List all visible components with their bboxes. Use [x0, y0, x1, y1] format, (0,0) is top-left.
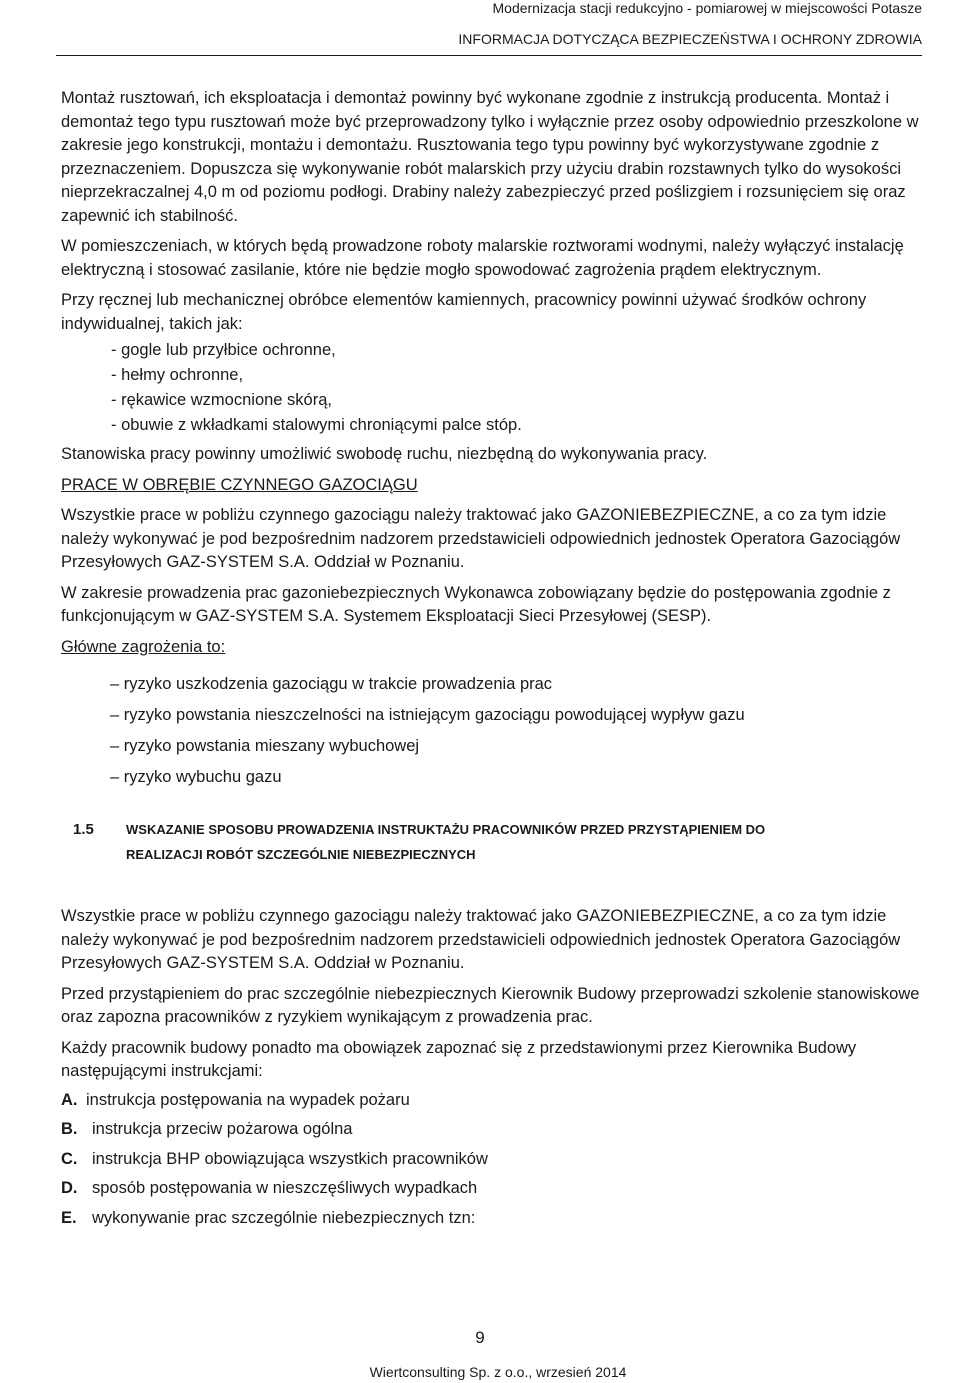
- section-title-line2: REALIZACJI ROBÓT SZCZEGÓLNIE NIEBEZPIECZNYCH: [126, 847, 476, 862]
- footer-text: Wiertconsulting Sp. z o.o., wrzesień 2014: [369, 1364, 627, 1380]
- list-text: instrukcja postępowania na wypadek pożaru: [86, 1090, 410, 1109]
- section-heading: [61, 817, 922, 867]
- list-item: – ryzyko uszkodzenia gazociągu w trakcie prowadzenia prac: [110, 675, 553, 693]
- page-content: [61, 87, 922, 1233]
- list-text: sposób postępowania w nieszczęśliwych wypadkach: [92, 1179, 478, 1197]
- list-letter: E.: [61, 1208, 77, 1227]
- paragraph-scaffolding: Montaż rusztowań, ich eksploatacja i demontaż powinny być wykonane zgodnie z instrukcją producenta. Montaż i demontaż tego typu rusztowań może być przeprowadzony tylko i wyłącznie przez osoby odpowiednio przeszkolone w zakresie jego konstrukcji, montażu i demontażu. Rusztowania tego typu powinny być wykorzystywane zgodnie z przeznaczeniem. Dopuszcza się wykonywanie robót malarskich przy użyciu drabin rozstawnych tylko do wysokości nieprzekraczalnej 4,0 m od poziomu podłogi. Drabiny należy zabezpieczyć przed poślizgiem i rozsunięciem się oraz zapewnić ich stabilność.: [61, 89, 919, 225]
- paragraph-painting-electric: W pomieszczeniach, w których będą prowadzone roboty malarskie roztworami wodnymi, należy wyłączyć instalację elektryczną i stosować zasilanie, które nie będzie mogło spowodować zagrożenia prądem elektrycznym.: [61, 237, 904, 279]
- list-letter: A.: [61, 1090, 78, 1109]
- gas-pipeline-heading: PRACE W OBRĘBIE CZYNNEGO GAZOCIĄGU: [61, 475, 418, 494]
- list-letter: B.: [61, 1120, 78, 1138]
- list-item: [61, 1115, 922, 1145]
- list-letter: D.: [61, 1179, 78, 1197]
- paragraph-stone-processing: Przy ręcznej lub mechanicznej obróbce elementów kamiennych, pracownicy powinni używać środków ochrony indywidualnej, takich jak:: [61, 291, 867, 333]
- paragraph-instructions-intro: Każdy pracownik budowy ponadto ma obowiązek zapoznać się z przedstawionymi przez Kierownika Budowy następującymi instrukcjami:: [61, 1038, 857, 1080]
- paragraph-sesp: W zakresie prowadzenia prac gazoniebezpiecznych Wykonawca zobowiązany będzie do postępowania zgodnie z funkcjonującym w GAZ-SYSTEM S.A. Systemem Eksploatacji Sieci Przesyłowej (SESP).: [61, 583, 891, 625]
- list-item: [61, 1174, 922, 1204]
- list-item: - gogle lub przyłbice ochronne,: [111, 341, 336, 359]
- list-item: [61, 1145, 922, 1175]
- paragraph-workstations: Stanowiska pracy powinny umożliwić swobodę ruchu, niezbędną do wykonywania pracy.: [61, 445, 708, 463]
- list-letter: C.: [61, 1149, 78, 1168]
- list-item: – ryzyko powstania mieszany wybuchowej: [110, 737, 420, 755]
- section-number: 1.5: [73, 821, 94, 838]
- list-item: – ryzyko wybuchu gazu: [110, 768, 282, 786]
- list-item: - rękawice wzmocnione skórą,: [111, 391, 332, 409]
- paragraph-gas-works: Wszystkie prace w pobliżu czynnego gazociągu należy traktować jako GAZONIEBEZPIECZNE, a co za tym idzie należy wykonywać je pod bezpośrednim nadzorem przedstawicieli odpowiednich jednostek Operatora Gazociągów Przesyłowych GAZ-SYSTEM S.A. Oddział w Poznaniu.: [61, 506, 901, 571]
- ppe-list: [111, 338, 922, 438]
- instructions-list: [61, 1086, 922, 1234]
- page-number: 9: [475, 1328, 485, 1347]
- list-item: [61, 1086, 922, 1116]
- paragraph-training: Przed przystąpieniem do prac szczególnie niebezpiecznych Kierownik Budowy przeprowadzi szkolenie stanowiskowe oraz zapozna pracowników z ryzykiem wynikającym z prowadzenia prac.: [61, 984, 920, 1026]
- header-document-type: INFORMACJA DOTYCZĄCA BEZPIECZEŃSTWA I OCHRONY ZDROWIA: [458, 31, 922, 47]
- paragraph-gas-works-repeat: Wszystkie prace w pobliżu czynnego gazociągu należy traktować jako GAZONIEBEZPIECZNE, a co za tym idzie należy wykonywać je pod bezpośrednim nadzorem przedstawicieli odpowiednich jednostek Operatora Gazociągów Przesyłowych GAZ-SYSTEM S.A. Oddział w Poznaniu.: [61, 907, 901, 972]
- threats-heading: Główne zagrożenia to:: [61, 637, 226, 656]
- section-title-line1: WSKAZANIE SPOSOBU PROWADZENIA INSTRUKTAŻU PRACOWNIKÓW PRZED PRZYSTĄPIENIEM DO: [126, 822, 766, 837]
- list-item: - hełmy ochronne,: [111, 366, 244, 384]
- list-item: – ryzyko powstania nieszczelności na istniejącym gazociągu powodującej wypływ gazu: [110, 706, 745, 724]
- header-divider: [56, 55, 922, 56]
- list-item: [61, 1204, 922, 1234]
- list-item: - obuwie z wkładkami stalowymi chroniącymi palce stóp.: [111, 416, 522, 434]
- list-text: wykonywanie prac szczególnie niebezpiecznych tzn:: [92, 1208, 476, 1227]
- list-text: instrukcja przeciw pożarowa ogólna: [92, 1120, 353, 1138]
- list-text: instrukcja BHP obowiązująca wszystkich pracowników: [92, 1149, 488, 1168]
- threats-list: [110, 669, 922, 793]
- section-title: [126, 817, 922, 867]
- header-project-title: Modernizacja stacji redukcyjno - pomiarowej w miejscowości Potasze: [492, 0, 922, 16]
